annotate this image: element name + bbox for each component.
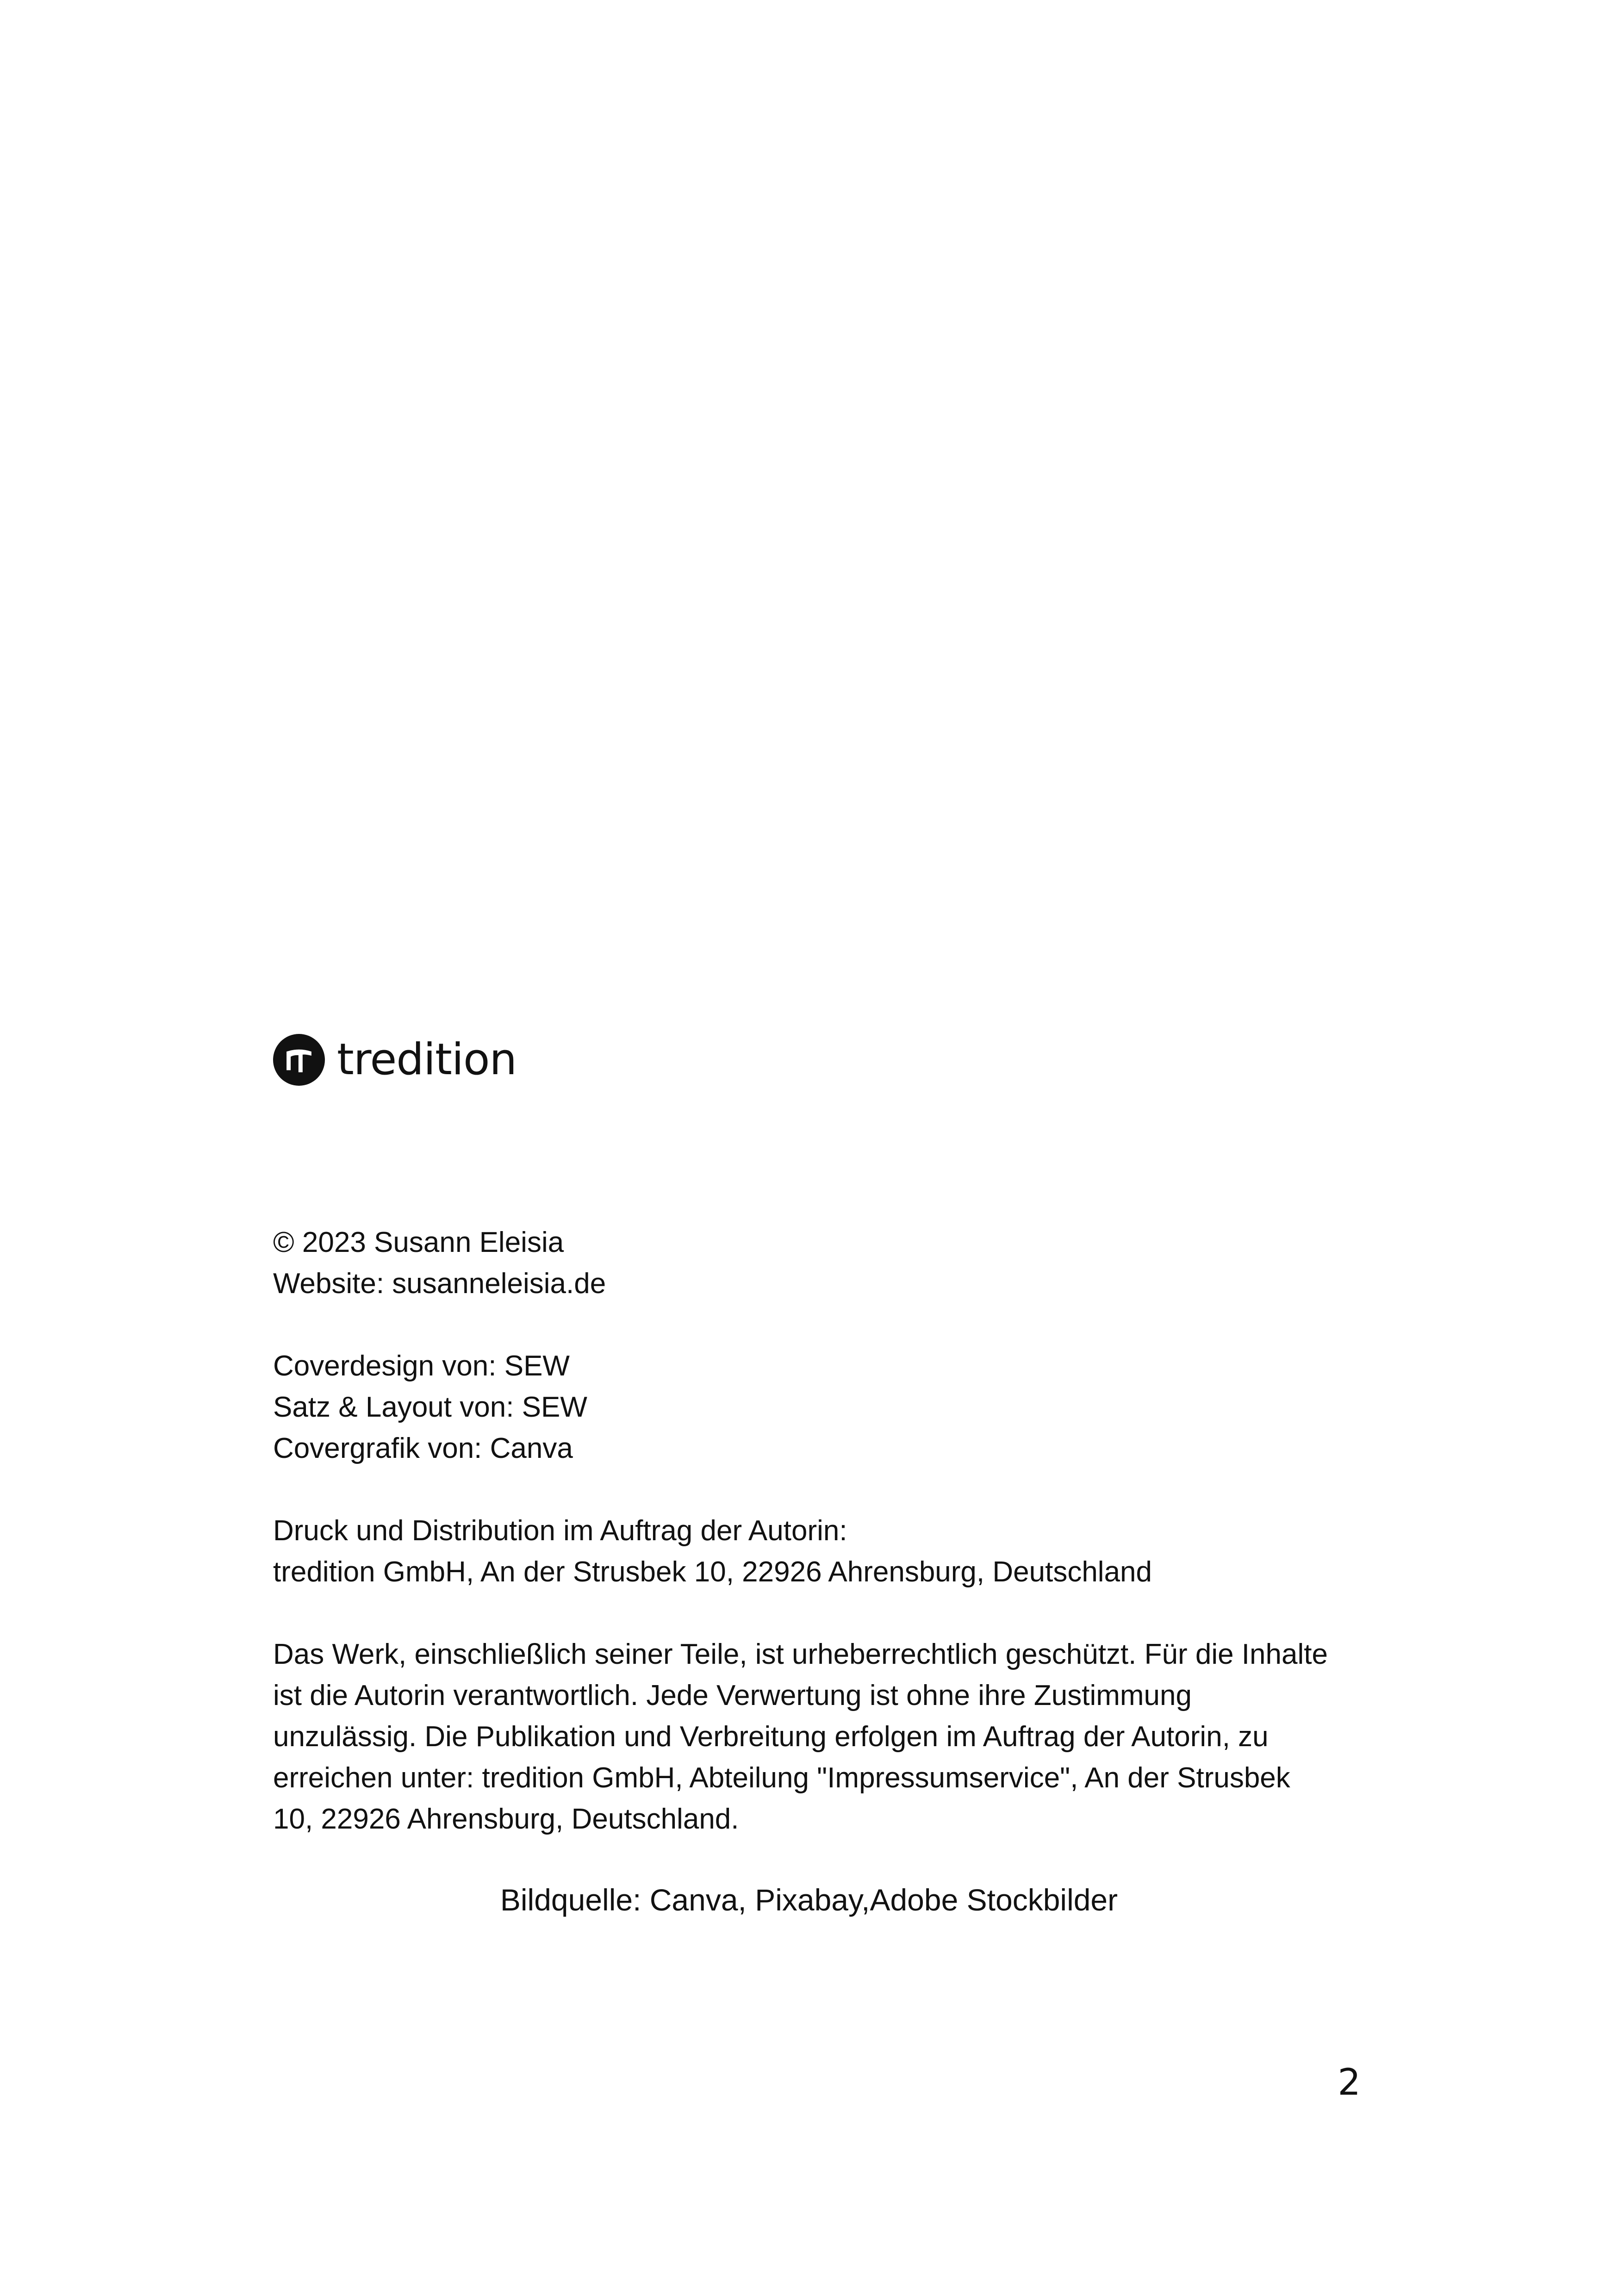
image-credits-text: Bildquelle: Canva, Pixabay,Adobe Stockbilder: [500, 1883, 1118, 1917]
copyright-notice: Das Werk, einschließlich seiner Teile, ist urheberrechtlich geschützt. Für die Inhalte ist die Autorin verantwortlich. Jede Verwertung ist ohne ihre Zustimmung unzulässig. Die Publikation und Verbreitung erfolgen im Auftrag der Autorin, zu erreichen unter: tredition GmbH, Abteilung "Impressumservice", An der Strusbek 10, 22926 Ahrensburg, Deutschland.: [273, 1638, 1328, 1835]
cover-graphic-line: Covergrafik von: Canva: [273, 1432, 573, 1464]
website-line: Website: susanneleisia.de: [273, 1268, 606, 1300]
distribution-address: tredition GmbH, An der Strusbek 10, 22926 Ahrensburg, Deutschland: [273, 1556, 1152, 1588]
cover-design-line: Coverdesign von: SEW: [273, 1350, 570, 1382]
layout-line: Satz & Layout von: SEW: [273, 1391, 587, 1423]
tredition-logo-icon: [273, 1034, 325, 1086]
publisher-name: tredition: [337, 1034, 517, 1085]
publisher-logo: [273, 1032, 517, 1088]
image-credits: [0, 1879, 1618, 1921]
page-number: 2: [1338, 2062, 1361, 2103]
copyright-line: © 2023 Susann Eleisia: [273, 1226, 564, 1258]
imprint-block: [273, 1222, 1338, 1840]
distribution-label: Druck und Distribution im Auftrag der Autorin:: [273, 1515, 847, 1547]
